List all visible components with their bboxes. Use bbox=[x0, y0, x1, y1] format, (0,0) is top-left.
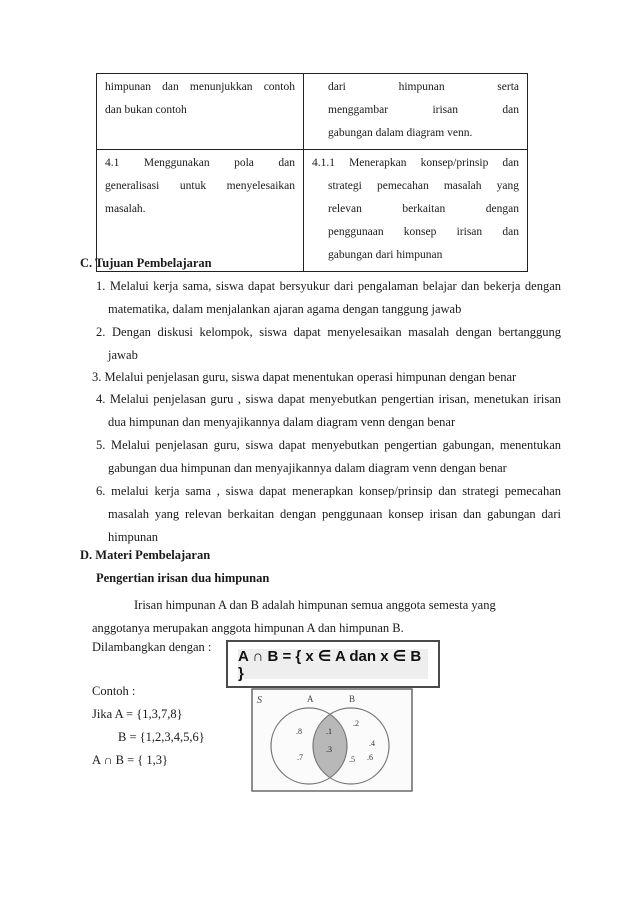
example-line: A ∩ B = { 1,3} bbox=[92, 753, 169, 767]
table-text: strategi pemecahan masalah yang bbox=[328, 180, 519, 192]
symbol-intro: Dilambangkan dengan : bbox=[92, 640, 212, 654]
table-text: menggambar irisan dan bbox=[328, 104, 519, 116]
element-b-only: .4 bbox=[369, 739, 375, 748]
list-item: 6. melalui kerja sama , siswa dapat menerapkan konsep/prinsip dan strategi pemecahan masalah yang relevan berkaitan dengan penggunaan konsep irisan dan gabungan dari himpunan bbox=[96, 484, 561, 544]
table-text: generalisasi untuk menyelesaikan bbox=[105, 180, 295, 192]
list-item: 3. Melalui penjelasan guru, siswa dapat menentukan operasi himpunan dengan benar bbox=[92, 370, 517, 384]
universe-label: S bbox=[257, 695, 262, 706]
table-cell-left bbox=[97, 150, 304, 272]
element-a-only: .8 bbox=[296, 727, 302, 736]
table-text: himpunan dan menunjukkan contoh bbox=[105, 81, 295, 93]
subheading: Pengertian irisan dua himpunan bbox=[96, 571, 270, 585]
element-b-only: .2 bbox=[353, 719, 359, 728]
formula-box bbox=[226, 640, 440, 688]
set-a-label: A bbox=[307, 694, 314, 704]
table-text: dari himpunan serta bbox=[328, 81, 519, 93]
example-line: Jika A = {1,3,7,8} bbox=[92, 707, 183, 721]
table-text: gabungan dalam diagram venn. bbox=[328, 127, 473, 139]
list-item: 5. Melalui penjelasan guru, siswa dapat menyebutkan pengertian gabungan, menentukan gabungan dua himpunan dan menyajikannya dalam diagram venn dengan benar bbox=[96, 438, 561, 475]
table-row bbox=[97, 74, 528, 150]
element-a-only: .7 bbox=[297, 753, 303, 762]
section-c-heading: C. Tujuan Pembelajaran bbox=[80, 256, 212, 270]
table-text: 4.1 Menggunakan pola dan bbox=[105, 157, 295, 169]
competency-table bbox=[96, 73, 528, 272]
table-text: masalah. bbox=[105, 203, 146, 215]
table-row bbox=[97, 150, 528, 272]
venn-diagram bbox=[251, 688, 413, 792]
example-line: B = {1,2,3,4,5,6} bbox=[118, 730, 205, 744]
set-b-label: B bbox=[349, 694, 356, 704]
definition-paragraph: Irisan himpunan A dan B adalah himpunan semua anggota semesta yang anggotanya merupakan anggota himpunan A dan himpunan B. bbox=[92, 598, 496, 635]
element-intersection: .3 bbox=[326, 745, 332, 754]
table-cell-right bbox=[304, 150, 528, 272]
section-d-heading: D. Materi Pembelajaran bbox=[80, 548, 211, 562]
table-text: gabungan dari himpunan bbox=[328, 249, 443, 261]
table-text: dan bukan contoh bbox=[105, 104, 187, 116]
element-b-only: .5 bbox=[349, 755, 355, 764]
table-cell-right bbox=[304, 74, 528, 150]
formula: A ∩ B = { x ∈ A dan x ∈ B } bbox=[238, 649, 428, 679]
table-text: 4.1.1 Menerapkan konsep/prinsip dan bbox=[312, 157, 519, 169]
table-cell-left bbox=[97, 74, 304, 150]
element-intersection: .1 bbox=[326, 727, 332, 736]
table-text: relevan berkaitan dengan bbox=[328, 203, 519, 215]
list-item: 1. Melalui kerja sama, siswa dapat bersyukur dari pengalaman belajar dan bekerja dengan matematika, dalam menjalankan ajaran agama dengan tanggung jawab bbox=[96, 279, 561, 316]
list-item: 2. Dengan diskusi kelompok, siswa dapat menyelesaikan masalah dengan bertanggung jawab bbox=[96, 325, 561, 362]
element-b-only: .6 bbox=[367, 753, 373, 762]
table-text: penggunaan konsep irisan dan bbox=[328, 226, 519, 238]
list-item: 4. Melalui penjelasan guru , siswa dapat menyebutkan pengertian irisan, menetukan irisan dua himpunan dan menyajikannya dalam diagram venn dengan benar bbox=[96, 392, 561, 429]
example-title: Contoh : bbox=[92, 684, 136, 698]
